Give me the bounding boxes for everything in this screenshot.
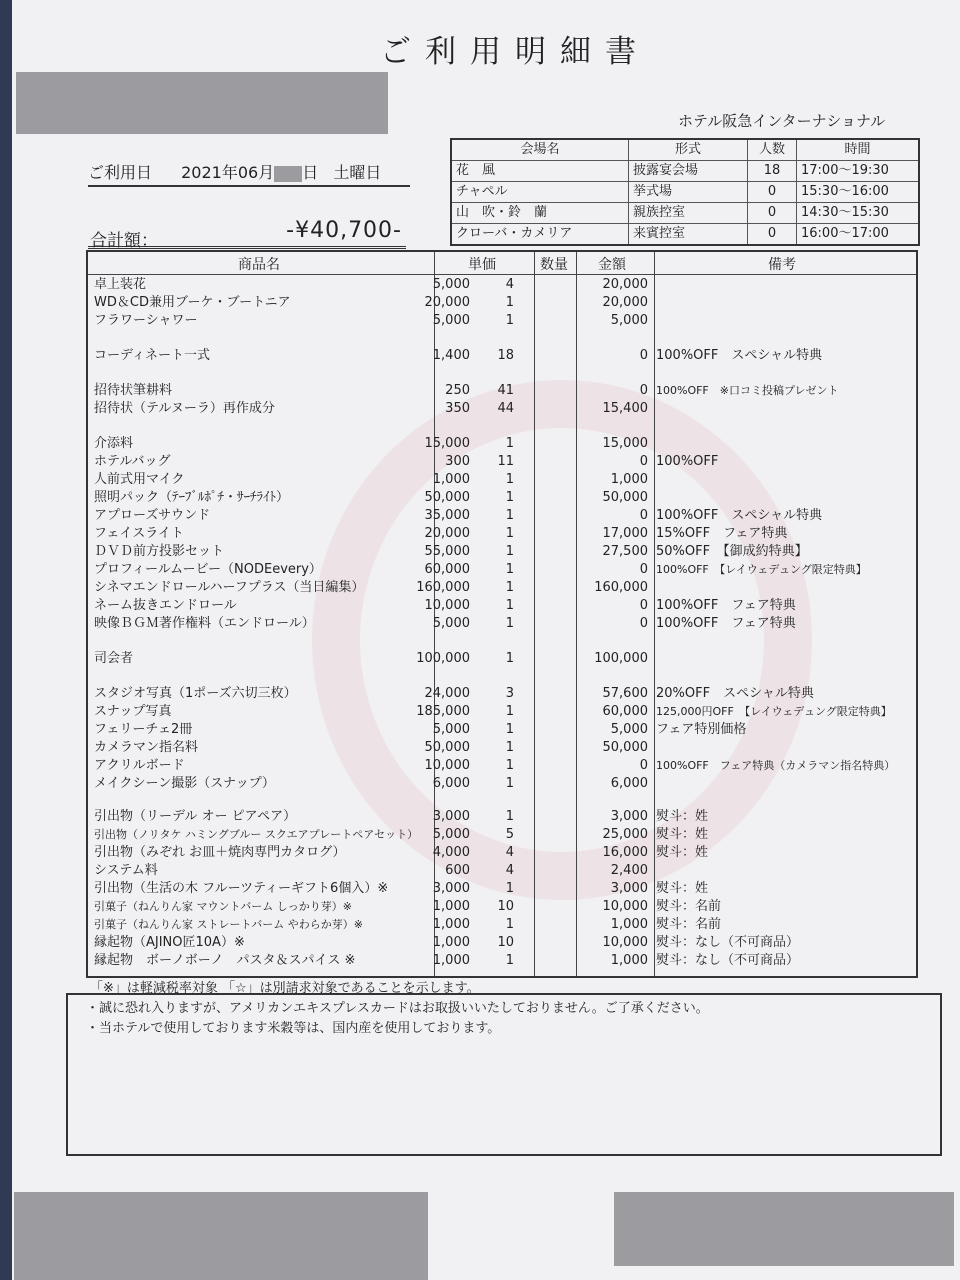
header-unit-price: 単価: [468, 257, 496, 273]
item-unit-price: 5,000: [432, 313, 470, 328]
item-remarks: 熨斗：名前: [656, 899, 722, 914]
item-row: [88, 775, 916, 792]
item-unit-price: 300: [445, 454, 470, 469]
item-name: コーディネート一式: [94, 348, 210, 363]
items-table: [86, 250, 918, 978]
item-row: [88, 808, 916, 825]
item-name: 引出物（生活の木 フルーツティーギフト6個入）※: [94, 881, 389, 896]
venue-time: 15:30〜16:00: [797, 182, 920, 203]
item-amount: 17,000: [602, 526, 648, 541]
item-unit-price: 1,000: [432, 917, 470, 932]
item-amount: 6,000: [610, 776, 648, 791]
item-quantity: 44: [497, 401, 514, 416]
item-name: スタジオ写真（1ポーズ六切三枚）: [94, 686, 297, 701]
venue-count: 0: [748, 203, 797, 224]
item-name: 引出物（ノリタケ ハミングブルー スクエアプレートペアセット）: [94, 828, 419, 841]
venue-row: [451, 224, 919, 246]
item-amount: 10,000: [602, 935, 648, 950]
redacted-day: [274, 166, 302, 182]
use-date-weekday: 土曜日: [333, 163, 382, 182]
item-remarks: 熨斗：名前: [656, 917, 722, 932]
item-quantity: 1: [505, 472, 514, 487]
item-row: [88, 898, 916, 915]
total-label: 合計額：: [90, 231, 158, 251]
item-name: 卓上装花: [94, 277, 147, 292]
item-name: ＤＶＤ前方投影セット: [94, 544, 225, 559]
item-quantity: 1: [505, 953, 514, 968]
item-row: [88, 435, 916, 452]
item-quantity: 10: [497, 899, 514, 914]
item-unit-price: 1,000: [432, 899, 470, 914]
venue-count: 0: [748, 182, 797, 203]
item-quantity: 1: [505, 917, 514, 932]
item-name: 映像ＢＧＭ著作権料（エンドロール）: [94, 616, 315, 631]
item-amount: 50,000: [602, 490, 648, 505]
item-row: [88, 507, 916, 524]
item-quantity: 1: [505, 562, 514, 577]
venue-header-name: 会場名: [451, 139, 629, 161]
item-row: [88, 880, 916, 897]
item-name: ホテルバッグ: [94, 454, 171, 469]
item-quantity: 1: [505, 722, 514, 737]
item-row: [88, 650, 916, 667]
item-row: [88, 844, 916, 861]
item-remarks: 熨斗：姓: [656, 845, 709, 860]
item-quantity: 1: [505, 490, 514, 505]
item-quantity: 1: [505, 295, 514, 310]
item-amount: 0: [639, 616, 648, 631]
item-amount: 0: [639, 562, 648, 577]
item-quantity: 11: [497, 454, 514, 469]
item-unit-price: 10,000: [424, 758, 470, 773]
item-remarks: 熨斗：なし（不可商品）: [656, 935, 800, 950]
venue-row: [451, 182, 919, 203]
item-row: [88, 312, 916, 329]
item-name: 人前式用マイク: [94, 472, 185, 487]
item-name: フェイスライト: [94, 526, 184, 541]
item-name: 引出物（みぞれ お皿＋焼肉専門カタログ）: [94, 845, 346, 860]
item-name: 引菓子（ねんりん家 マウントバーム しっかり芽）※: [94, 900, 352, 913]
item-unit-price: 3,000: [432, 809, 470, 824]
item-quantity: 4: [505, 863, 514, 878]
item-remarks: 100%OFF フェア特典（カメラマン指名特典）: [656, 759, 896, 772]
item-name: プロフィールムービー（NODEevery）: [94, 562, 322, 577]
item-amount: 1,000: [610, 917, 648, 932]
venue-row: [451, 203, 919, 224]
item-unit-price: 60,000: [424, 562, 470, 577]
item-amount: 0: [639, 508, 648, 523]
item-row: [88, 525, 916, 542]
item-unit-price: 35,000: [424, 508, 470, 523]
item-row: [88, 543, 916, 560]
note-line: ・誠に恐れ入りますが、アメリカンエキスプレスカードはお取扱いいたしておりません。ご了承ください。: [86, 1001, 709, 1016]
tax-legend: 「※」は軽減税率対象 「☆」は別請求対象であることを示します。: [90, 981, 480, 996]
item-name: シネマエンドロールハーフプラス（当日編集）: [94, 580, 365, 595]
item-row: [88, 916, 916, 933]
item-name: ネーム抜きエンドロール: [94, 598, 237, 613]
item-unit-price: 20,000: [424, 295, 470, 310]
item-row: [88, 347, 916, 364]
item-remarks: フェア特別価格: [656, 722, 747, 737]
item-name: システム料: [94, 863, 158, 878]
item-name: フラワーシャワー: [94, 313, 198, 328]
item-unit-price: 5,000: [432, 277, 470, 292]
item-amount: 25,000: [602, 827, 648, 842]
item-quantity: 41: [497, 383, 514, 398]
item-amount: 5,000: [610, 313, 648, 328]
venue-format: 挙式場: [629, 182, 748, 203]
item-row: [88, 400, 916, 417]
item-unit-price: 5,000: [432, 616, 470, 631]
note-line: ・当ホテルで使用しております米穀等は、国内産を使用しております。: [86, 1021, 501, 1036]
item-amount: 15,400: [602, 401, 648, 416]
item-unit-price: 10,000: [424, 598, 470, 613]
item-remarks: 100%OFF フェア特典: [656, 598, 796, 613]
redacted-footer-left: [14, 1192, 428, 1280]
venue-table: [450, 138, 920, 246]
item-unit-price: 5,000: [432, 827, 470, 842]
item-unit-price: 600: [445, 863, 470, 878]
item-unit-price: 185,000: [416, 704, 470, 719]
venue-header-count: 人数: [748, 139, 797, 161]
item-unit-price: 50,000: [424, 740, 470, 755]
item-remarks: 熨斗：姓: [656, 827, 709, 842]
venue-format: 来賓控室: [629, 224, 748, 246]
item-row: [88, 453, 916, 470]
item-name: 照明パック（ﾃｰﾌﾞﾙﾎﾟﾁ・ｻｰﾁﾗｲﾄ）: [94, 490, 290, 505]
item-quantity: 1: [505, 526, 514, 541]
item-quantity: 5: [505, 827, 514, 842]
item-row: [88, 952, 916, 969]
item-quantity: 18: [497, 348, 514, 363]
item-amount: 5,000: [610, 722, 648, 737]
items-header: [88, 252, 916, 275]
item-unit-price: 250: [445, 383, 470, 398]
item-amount: 0: [639, 348, 648, 363]
item-row: [88, 934, 916, 951]
item-row: [88, 615, 916, 632]
item-amount: 3,000: [610, 809, 648, 824]
header-amount: 金額: [598, 257, 626, 273]
item-quantity: 1: [505, 651, 514, 666]
item-unit-price: 5,000: [432, 722, 470, 737]
hotel-name: ホテル阪急インターナショナル: [678, 112, 886, 130]
item-amount: 57,600: [602, 686, 648, 701]
item-row: [88, 862, 916, 879]
item-row: [88, 276, 916, 293]
item-amount: 160,000: [594, 580, 648, 595]
item-unit-price: 100,000: [416, 651, 470, 666]
item-row: [88, 739, 916, 756]
redacted-recipient: [16, 72, 388, 134]
item-amount: 3,000: [610, 881, 648, 896]
item-remarks: 100%OFF: [656, 454, 719, 469]
item-row: [88, 597, 916, 614]
item-quantity: 1: [505, 758, 514, 773]
item-remarks: 100%OFF スペシャル特典: [656, 348, 823, 363]
venue-count: 0: [748, 224, 797, 246]
venue-time: 16:00〜17:00: [797, 224, 920, 246]
item-remarks: 20%OFF スペシャル特典: [656, 686, 814, 701]
item-row: [88, 685, 916, 702]
item-name: スナップ写真: [94, 704, 172, 719]
item-row: [88, 471, 916, 488]
item-amount: 60,000: [602, 704, 648, 719]
item-unit-price: 50,000: [424, 490, 470, 505]
item-quantity: 4: [505, 845, 514, 860]
item-unit-price: 4,000: [432, 845, 470, 860]
item-quantity: 1: [505, 881, 514, 896]
item-name: 介添料: [94, 436, 134, 451]
venue-format: 親族控室: [629, 203, 748, 224]
venue-name: チャペル: [451, 182, 629, 203]
item-unit-price: 3,000: [432, 881, 470, 896]
item-name: 引菓子（ねんりん家 ストレートバーム やわらか芽）※: [94, 918, 363, 931]
total-amount: [88, 218, 406, 249]
item-amount: 0: [639, 383, 648, 398]
item-unit-price: 20,000: [424, 526, 470, 541]
item-remarks: 15%OFF フェア特典: [656, 526, 788, 541]
item-amount: 15,000: [602, 436, 648, 451]
item-name: アクリルボード: [94, 758, 185, 773]
item-quantity: 1: [505, 616, 514, 631]
item-remarks: 100%OFF スペシャル特典: [656, 508, 823, 523]
item-name: 縁起物（AJINO匠10A）※: [94, 935, 245, 950]
item-quantity: 4: [505, 277, 514, 292]
item-row: [88, 721, 916, 738]
item-remarks: 100%OFF 【レイウェデュング限定特典】: [656, 563, 867, 576]
venue-time: 14:30〜15:30: [797, 203, 920, 224]
item-amount: 20,000: [602, 295, 648, 310]
venue-header-format: 形式: [629, 139, 748, 161]
item-amount: 20,000: [602, 277, 648, 292]
item-name: WD＆CD兼用ブーケ・ブートニア: [94, 295, 291, 310]
item-unit-price: 6,000: [432, 776, 470, 791]
item-amount: 0: [639, 598, 648, 613]
item-amount: 0: [639, 758, 648, 773]
item-row: [88, 382, 916, 399]
item-name: 引出物（リーデル オー ピアペア）: [94, 809, 297, 824]
item-quantity: 1: [505, 598, 514, 613]
item-quantity: 1: [505, 580, 514, 595]
item-unit-price: 1,000: [432, 935, 470, 950]
item-amount: 10,000: [602, 899, 648, 914]
item-quantity: 1: [505, 776, 514, 791]
item-quantity: 3: [505, 686, 514, 701]
use-date-day-suffix: 日: [302, 163, 319, 182]
use-date-label: ご利用日: [88, 163, 153, 182]
item-unit-price: 160,000: [416, 580, 470, 595]
item-amount: 2,400: [610, 863, 648, 878]
item-unit-price: 55,000: [424, 544, 470, 559]
item-remarks: 熨斗：姓: [656, 809, 709, 824]
item-name: 招待状筆耕料: [94, 383, 173, 398]
document-title: ご利用明細書: [380, 34, 650, 70]
item-row: [88, 703, 916, 720]
item-quantity: 1: [505, 508, 514, 523]
item-unit-price: 24,000: [424, 686, 470, 701]
venue-count: 18: [748, 161, 797, 182]
item-row: [88, 561, 916, 578]
item-quantity: 10: [497, 935, 514, 950]
item-quantity: 1: [505, 809, 514, 824]
item-quantity: 1: [505, 436, 514, 451]
item-remarks: 50%OFF 【御成約特典】: [656, 544, 808, 559]
item-name: 司会者: [94, 651, 134, 666]
item-remarks: 熨斗：姓: [656, 881, 709, 896]
item-remarks: 125,000円OFF 【レイウェデュング限定特典】: [656, 705, 892, 718]
item-row: [88, 579, 916, 596]
item-name: メイクシーン撮影（スナップ）: [94, 776, 275, 791]
item-remarks: 100%OFF ※口コミ投稿プレゼント: [656, 384, 839, 397]
item-unit-price: 350: [445, 401, 470, 416]
item-name: フェリーチェ2冊: [94, 722, 193, 737]
item-row: [88, 826, 916, 843]
venue-format: 披露宴会場: [629, 161, 748, 182]
item-quantity: 1: [505, 740, 514, 755]
item-quantity: 1: [505, 704, 514, 719]
item-row: [88, 489, 916, 506]
item-amount: 27,500: [602, 544, 648, 559]
venue-name: 花 風: [451, 161, 629, 182]
item-name: アプローズサウンド: [94, 508, 211, 523]
item-name: カメラマン指名料: [94, 740, 199, 755]
item-row: [88, 294, 916, 311]
item-remarks: 熨斗：なし（不可商品）: [656, 953, 800, 968]
venue-time: 17:00〜19:30: [797, 161, 920, 182]
item-unit-price: 1,400: [432, 348, 470, 363]
item-amount: 50,000: [602, 740, 648, 755]
item-amount: 0: [639, 454, 648, 469]
venue-name: クローバ・カメリア: [451, 224, 629, 246]
header-item-name: 商品名: [238, 257, 280, 273]
item-quantity: 1: [505, 313, 514, 328]
item-amount: 100,000: [594, 651, 648, 666]
use-date: [88, 160, 410, 187]
venue-name: 山 吹・鈴 蘭: [451, 203, 629, 224]
venue-row: [451, 161, 919, 182]
item-amount: 16,000: [602, 845, 648, 860]
item-name: 招待状（テルヌーラ）再作成分: [94, 401, 275, 416]
item-unit-price: 1,000: [432, 472, 470, 487]
item-unit-price: 15,000: [424, 436, 470, 451]
header-quantity: 数量: [540, 257, 568, 273]
redacted-footer-right: [614, 1192, 954, 1266]
total-value: -¥40,700-: [286, 218, 402, 243]
venue-header-time: 時間: [797, 139, 920, 161]
item-row: [88, 757, 916, 774]
notes-box: [66, 993, 942, 1156]
item-amount: 1,000: [610, 953, 648, 968]
header-remarks: 備考: [768, 257, 796, 273]
item-quantity: 1: [505, 544, 514, 559]
item-name: 縁起物 ボーノボーノ パスタ＆スパイス ※: [94, 953, 356, 968]
item-amount: 1,000: [610, 472, 648, 487]
use-date-year-month: 2021年06月: [181, 163, 275, 182]
item-remarks: 100%OFF フェア特典: [656, 616, 796, 631]
item-unit-price: 1,000: [432, 953, 470, 968]
